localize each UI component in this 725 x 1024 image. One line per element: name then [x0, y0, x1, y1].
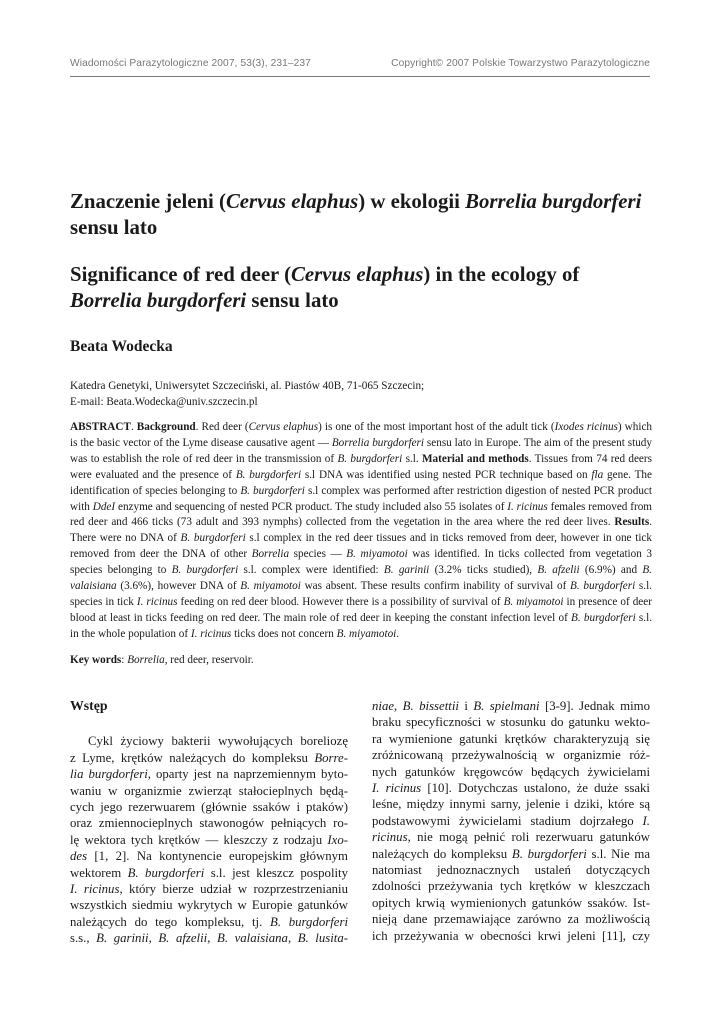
affiliation-address: Katedra Genetyki, Uniwersytet Szczeciński, al. Piastów 40B, 71-065 Szczecin;	[70, 380, 425, 392]
title-english: Significance of red deer (Cervus elaphus) in the ecology of Borrelia burgdorferi sensu lato	[70, 263, 580, 312]
background-label: Background	[136, 421, 196, 433]
copyright-notice: Copyright© 2007 Polskie Towarzystwo Parazytologiczne	[391, 58, 650, 69]
intro-paragraph: Cykl życiowy bakterii wywołujących boreliozę z Lyme, krętków należących do kompleksu Borre- lia burgdorferi, oparty jest na naprzemiennym byto- waniu w organizmie zwierząt stałocieplnych będą- cych jego rezerwuarem (głównie ssaków i ptaków) oraz zmiennocieplnych stawonogów pełniących ro- lę wektora tych krętków — kleszczy z rodzaju Ixo- des [1, 2]. Na kontynencie europejskim głównym wektorem B. burgdorferi s.l. jest kleszcz pospolity I. ricinus, który bierze udział w rozprzestrzenianiu wszystkich siedmiu wykrytych w Europie gatunków należących do tego kompleksu, tj. B. burgdorferi s.s., B. garinii, B. afzelii, B. valaisiana, B. lusita-	[70, 734, 349, 946]
intro-paragraph-continued: niae, B. bissettii i B. spielmani [3-9]. Jednak mimo braku specyficzności w stosunku do gatunku wekto- ra wymienione gatunki krętków charakteryzują się zróżnicowaną przeżywalnością w organizmie róż- nych gatunków kręgowców będących żywicielami I. ricinus [10]. Dotychczas ustalono, że duże ssaki leśne, między innymi sarny, jelenie i dziki, które są podstawowymi żywicielami stadium dojrzałego I. ricinus, nie mogą pełnić roli rezerwuaru gatunków należących do kompleksu B. burgdorferi s.l. Nie ma natomiast jednoznacznych ustaleń dotyczących zdolności przeżywania tych krętków w kleszczach opitych krwią wymienionych gatunków ssaków. Ist- nieją dane przemawiające zarówno za możliwością ich przeżywania w obecności krwi jeleni [11], czy	[372, 699, 650, 943]
keywords-label: Key words	[70, 654, 122, 666]
section-heading-introduction: Wstęp	[70, 698, 108, 713]
journal-citation: Wiadomości Parazytologiczne 2007, 53(3), 231–237	[70, 58, 311, 69]
keywords: Key words: Borrelia, red deer, reservoir.	[70, 654, 254, 666]
abstract: ABSTRACT. Background. Red deer (Cervus elaphus) is one of the most important host of the adult tick (Ixodes ricinus) which is the basic vector of the Lyme disease causative agent — Borrelia burgdorferi sensu lato in Europe. The aim of the present study was to establish the role of red deer in the transmission of B. burgdorferi s.l. Material and methods. Tissues from 74 red deers were evaluated and the presence of B. burgdorferi s.l DNA was identified using nested PCR technique based on fla gene. The identification of species belonging to B. burgdorferi s.l complex was performed after restriction digestion of nested PCR product with DdeI enzyme and sequencing of nested PCR product. The study included also 55 isolates of I. ricinus females removed from red deer and 466 ticks (73 adult and 393 nymphs) collected from the vegetation in the area where the red deer lives. Results. There were no DNA of B. burgdorferi s.l complex in the red deer tissues and in ticks removed from deer, however in one tick removed from deer the DNA of other Borrelia species — B. miyamotoi was identified. In ticks collected from vegetation 3 species belonging to B. burgdorferi s.l. complex were identified: B. garinii (3.2% ticks studied), B. afzelii (6.9%) and B. valaisiana (3.6%), however DNA of B. miyamotoi was absent. These results confirm inability of survival of B. burgdorferi s.l. species in tick I. ricinus feeding on red deer blood. However there is a possibility of survival of B. miyamotoi in presence of deer blood at least in ticks feeding on red deer. The main role of red deer in keeping the constant infection level of B. burgdorferi s.l. in the whole population of I. ricinus ticks does not concern B. miyamotoi.	[70, 421, 653, 640]
results-label: Results	[614, 516, 650, 529]
body-column-right	[372, 698, 650, 944]
author-name: Beata Wodecka	[70, 338, 173, 355]
affiliation	[70, 378, 650, 410]
title-polish: Znaczenie jeleni (Cervus elaphus) w ekologii Borrelia burgdorferi sensu lato	[70, 190, 642, 239]
methods-label: Material and methods	[421, 452, 529, 465]
affiliation-email: E-mail: Beata.Wodecka@univ.szczecin.pl	[70, 396, 258, 408]
body-column-left	[70, 698, 348, 947]
header-rule	[70, 76, 650, 77]
abstract-label: ABSTRACT	[70, 421, 131, 433]
